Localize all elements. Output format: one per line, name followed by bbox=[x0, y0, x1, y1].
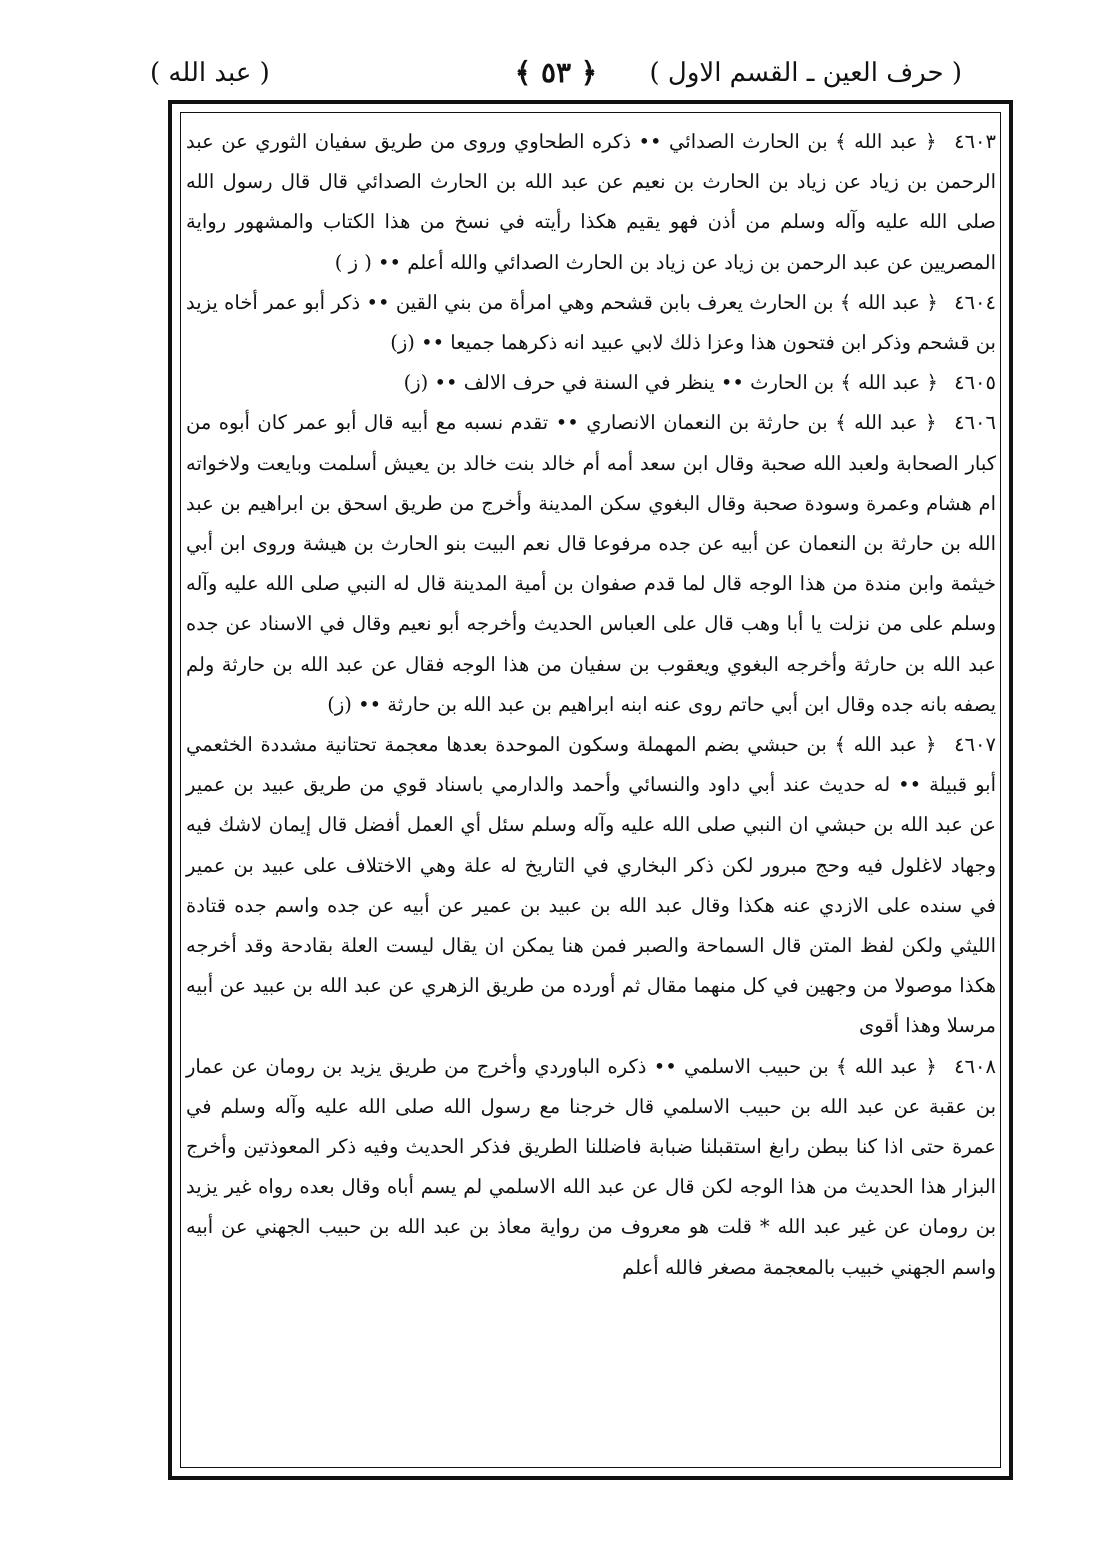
entry-number: ٤٦٠٥ bbox=[954, 371, 996, 395]
entry-number: ٤٦٠٧ bbox=[954, 733, 996, 757]
entry-text: ﴿ عبد الله ﴾ بن الحارث يعرف بابن قشحم وهي امرأة من بني القين •• ذكر أبو عمر أخاه يزيد بن قشحم وذكر ابن فتحون هذا وعزا ذلك لابي عبيد انه ذكرهما جميعا •• (ز) bbox=[186, 290, 996, 355]
entry-text: ﴿ عبد الله ﴾ بن حبشي بضم المهملة وسكون الموحدة بعدها معجمة تحتانية مشددة الخثعمي أبو قبيلة •• له حديث عند أبي داود والنسائي وأحمد والدارمي باسناد قوي من طريق عبيد بن عمير عن عبد الله بن حبشي ان النبي صلى الله عليه وآله وسلم سئل أي العمل أفضل قال إيمان لاشك فيه وجهاد لاغلول فيه وحج مبرور لكن ذكر البخاري في التاريخ له علة وهي الاختلاف على عبيد بن عمير في سنده على الازدي عنه هكذا وقال عبد الله بن عبيد بن عمير عن أبيه عن جده واسم جده قتادة الليثي ولكن لفظ المتن قال السماحة والصبر فمن هنا يمكن ان يقال ليست العلة بقادحة وقد أخرجه هكذا موصولا من وجهين في كل منهما مقال ثم أورده من طريق الزهري عن عبد الله بن عبيد عن أبيه مرسلا وهذا أقوى bbox=[186, 733, 996, 1038]
chapter-heading: ( حرف العين ـ القسم الاول ) bbox=[649, 58, 962, 88]
page-header bbox=[150, 52, 962, 102]
entry-text: ﴿ عبد الله ﴾ بن الحارث •• ينظر في السنة في حرف الالف •• (ز) bbox=[403, 371, 938, 395]
entry-4603 bbox=[186, 122, 996, 283]
entry-4607 bbox=[186, 725, 996, 1047]
entries-body bbox=[186, 122, 996, 1288]
entry-number: ٤٦٠٤ bbox=[954, 290, 996, 314]
entry-text: ﴿ عبد الله ﴾ بن الحارث الصدائي •• ذكره الطحاوي وروى من طريق سفيان الثوري عن عبد الرحمن بن زياد عن زياد بن الحارث بن نعيم عن عبد الله بن الحارث الصدائي قال قال رسول الله صلى الله عليه وآله وسلم من أذن فهو يقيم هكذا رأيته في نسخ من هذا الكتاب والمشهور رواية المصريين عن عبد الرحمن بن زياد عن زياد بن الحارث الصدائي والله أعلم •• ( ز ) bbox=[186, 130, 996, 274]
entry-4605 bbox=[186, 363, 996, 403]
entry-number: ٤٦٠٦ bbox=[954, 411, 996, 435]
entry-4604 bbox=[186, 283, 996, 363]
page-number: ﴿ ٥٣ ﴾ bbox=[514, 56, 598, 89]
entry-text: ﴿ عبد الله ﴾ بن حبيب الاسلمي •• ذكره الباوردي وأخرج من طريق يزيد بن رومان عن عمار بن عقبة عن عبد الله بن حبيب الاسلمي قال خرجنا مع رسول الله صلى الله عليه وآله وسلم في عمرة حتى اذا كنا ببطن رابغ استقبلنا ضبابة فاضللنا الطريق فذكر الحديث وفيه ذكر المعوذتين وأخرج البزار هذا الحديث من هذا الوجه لكن قال عن عبد الله الاسلمي لم يسم أباه وقال بعده رواه غير يزيد بن رومان عن غير عبد الله * قلت هو معروف من رواية معاذ بن عبد الله بن حبيب الجهني عن أبيه واسم الجهني خبيب بالمعجمة مصغر فالله أعلم bbox=[186, 1054, 996, 1279]
entry-text: ﴿ عبد الله ﴾ بن حارثة بن النعمان الانصاري •• تقدم نسبه مع أبيه قال أبو عمر كان أبوه من كبار الصحابة ولعبد الله صحبة وقال ابن سعد أمه أم خالد بنت خالد بن يعيش أسلمت وبايعت ولاخواته ام هشام وعمرة وسودة صحبة وقال البغوي سكن المدينة وأخرج من طريق اسحق بن ابراهيم بن عبد الله بن حارثة بن النعمان عن أبيه عن جده مرفوعا قال نعم البيت بنو الحارث بن هيشة وروى ابن أبي خيثمة وابن مندة من هذا الوجه قال لما قدم صفوان بن أمية المدينة قال له النبي صلى الله عليه وآله وسلم على من نزلت يا أبا وهب قال على العباس الحديث وأخرجه أبو نعيم وقال في الاسناد عن جده عبد الله بن حارثة وأخرجه البغوي ويعقوب بن سفيان من هذا الوجه فقال عن عبد الله بن حارثة ولم يصفه بانه جده وقال ابن أبي حاتم روى عنه ابنه ابراهيم بن عبد الله بن حارثة •• (ز) bbox=[186, 411, 996, 716]
entry-number: ٤٦٠٣ bbox=[954, 130, 997, 153]
running-title: ( عبد الله ) bbox=[150, 58, 270, 88]
entry-4608 bbox=[186, 1047, 996, 1288]
entry-number: ٤٦٠٨ bbox=[954, 1054, 996, 1078]
entry-4606 bbox=[186, 403, 996, 725]
